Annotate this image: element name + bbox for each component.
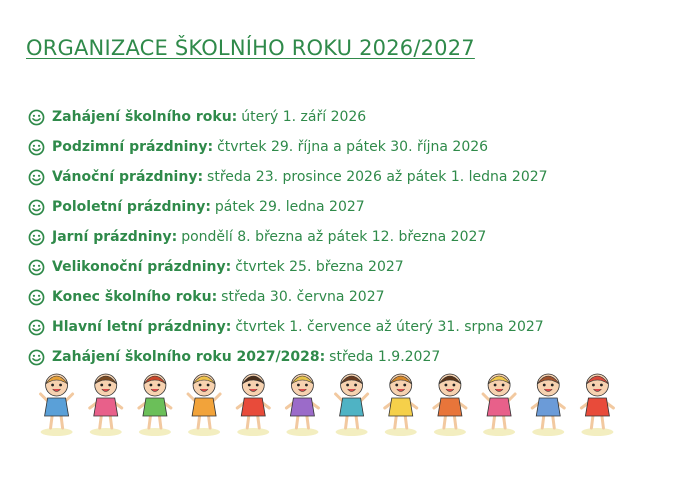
child-figure xyxy=(483,374,515,436)
child-figure xyxy=(385,374,417,436)
child-figure xyxy=(336,374,368,436)
page-title: ORGANIZACE ŠKOLNÍHO ROKU 2026/2027 xyxy=(26,36,475,60)
smiley-icon xyxy=(28,319,45,336)
item-label: Pololetní prázdniny: xyxy=(52,199,211,215)
item-label: Jarní prázdniny: xyxy=(52,229,178,245)
item-label: Velikonoční prázdniny: xyxy=(52,259,232,275)
schedule-item xyxy=(28,192,548,222)
item-value: pondělí 8. března až pátek 12. března 2027 xyxy=(181,229,487,245)
smiley-icon xyxy=(28,109,45,126)
child-figure xyxy=(286,374,318,436)
item-value: středa 30. června 2027 xyxy=(221,289,385,305)
child-figure xyxy=(434,374,466,436)
schedule-item xyxy=(28,312,548,342)
smiley-icon xyxy=(28,169,45,186)
child-figure xyxy=(90,374,122,436)
smiley-icon xyxy=(28,289,45,306)
child-figure xyxy=(581,374,613,436)
item-label: Vánoční prázdniny: xyxy=(52,169,204,185)
smiley-icon xyxy=(28,229,45,246)
children-row-illustration xyxy=(30,368,620,438)
schedule-list xyxy=(28,102,548,372)
item-label: Podzimní prázdniny: xyxy=(52,139,214,155)
smiley-icon xyxy=(28,199,45,216)
item-label: Zahájení školního roku 2027/2028: xyxy=(52,349,326,365)
schedule-item xyxy=(28,102,548,132)
item-value: pátek 29. ledna 2027 xyxy=(214,199,365,215)
item-value: čtvrtek 29. října a pátek 30. října 2026 xyxy=(217,139,489,155)
child-figure xyxy=(41,374,73,436)
child-figure xyxy=(532,374,564,436)
smiley-icon xyxy=(28,259,45,276)
schedule-item xyxy=(28,222,548,252)
smiley-icon xyxy=(28,349,45,366)
item-value: čtvrtek 25. března 2027 xyxy=(235,259,404,275)
schedule-item xyxy=(28,252,548,282)
item-value: čtvrtek 1. července až úterý 31. srpna 2027 xyxy=(235,319,544,335)
schedule-item xyxy=(28,162,548,192)
item-value: středa 1.9.2027 xyxy=(329,349,441,365)
child-figure xyxy=(188,374,220,436)
child-figure xyxy=(237,374,269,436)
item-value: úterý 1. září 2026 xyxy=(241,109,367,125)
item-value: středa 23. prosince 2026 až pátek 1. ledna 2027 xyxy=(207,169,548,185)
schedule-item xyxy=(28,132,548,162)
item-label: Hlavní letní prázdniny: xyxy=(52,319,232,335)
smiley-icon xyxy=(28,139,45,156)
item-label: Konec školního roku: xyxy=(52,289,218,305)
schedule-item xyxy=(28,282,548,312)
item-label: Zahájení školního roku: xyxy=(52,109,238,125)
child-figure xyxy=(139,374,171,436)
